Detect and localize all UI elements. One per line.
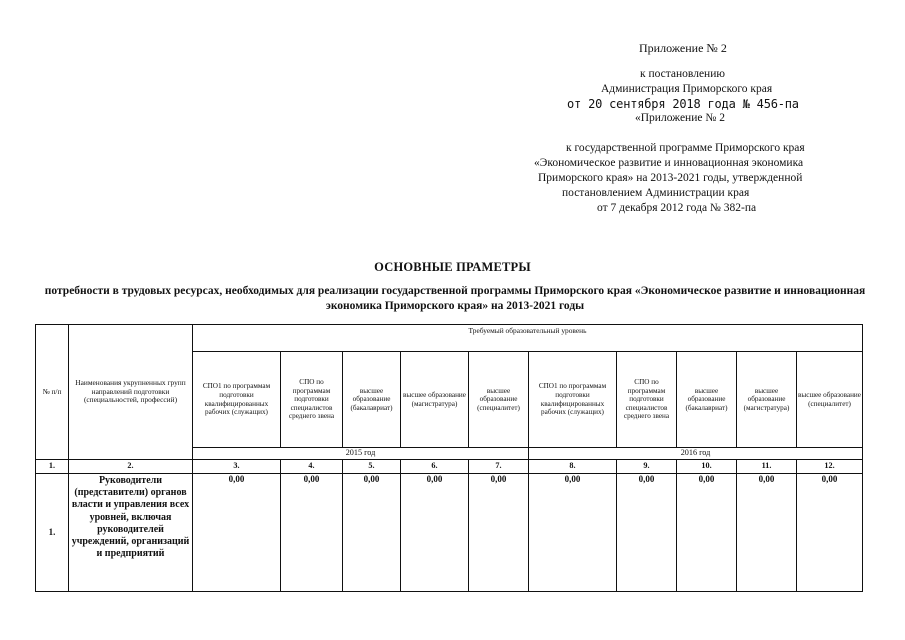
level-header: высшее образование (магистратура) [401,352,469,448]
row-name: Руководители (представители) органов власти и управления всех уровней, включая руководителей учреждений, организаций и предприятий [69,474,193,592]
column-number: 6. [401,460,469,474]
program-line: от 7 декабря 2012 года № 382-па [597,202,757,214]
decree-line: Администрация Приморского края [601,83,773,95]
decree-line: к постановлению [640,68,725,80]
level-header: СПО по программам подготовки специалистов среднего звена [281,352,343,448]
appendix-label: Приложение № 2 [639,41,727,55]
value-cell: 0,00 [281,474,343,592]
column-number: 5. [343,460,401,474]
column-number: 12. [797,460,863,474]
value-cell: 0,00 [401,474,469,592]
column-number: 11. [737,460,797,474]
row-number: 1. [36,474,69,592]
requirements-table [35,324,863,592]
level-header: СПО1 по программам подготовки квалифицированных рабочих (служащих) [529,352,617,448]
document-subtitle: потребности в трудовых ресурсах, необходимых для реализации государственной программы Приморского края «Экономическое развитие и инновационная экономика Приморского края» на 2013-2021 годы [44,285,866,312]
program-line: «Экономическое развитие и инновационная экономика [534,157,804,169]
column-number: 8. [529,460,617,474]
column-number: 4. [281,460,343,474]
level-header: высшее образование (специалитет) [469,352,529,448]
document-title: ОСНОВНЫЕ ПРАМЕТРЫ [374,260,531,274]
value-cell: 0,00 [797,474,863,592]
table-header-row [36,325,863,352]
column-number: 1. [36,460,69,474]
level-header: высшее образование (магистратура) [737,352,797,448]
column-number: 7. [469,460,529,474]
level-header: высшее образование (бакалавриат) [343,352,401,448]
column-number-row [36,460,863,474]
name-header: Наименования укрупненных групп направлений подготовки (специальностей, профессий) [69,325,193,460]
num-header: № п/п [36,325,69,460]
column-number: 10. [677,460,737,474]
value-cell: 0,00 [677,474,737,592]
table-row [36,474,863,592]
year-header: 2015 год [193,448,529,460]
value-cell: 0,00 [469,474,529,592]
value-cell: 0,00 [343,474,401,592]
program-line: постановлением Администрации края [562,187,750,199]
program-line: к государственной программе Приморского края [566,142,805,154]
column-number: 9. [617,460,677,474]
year-header: 2016 год [529,448,863,460]
level-header: высшее образование (бакалавриат) [677,352,737,448]
column-number: 3. [193,460,281,474]
column-number: 2. [69,460,193,474]
value-cell: 0,00 [529,474,617,592]
education-level-group-header: Требуемый образовательный уровень [193,325,863,352]
value-cell: 0,00 [617,474,677,592]
value-cell: 0,00 [193,474,281,592]
decree-date-number: от 20 сентября 2018 года № 456-па [567,97,799,111]
level-header: СПО1 по программам подготовки квалифицированных рабочих (служащих) [193,352,281,448]
program-line: Приморского края» на 2013-2021 годы, утвержденной [538,172,803,184]
decree-line: «Приложение № 2 [635,112,725,124]
value-cell: 0,00 [737,474,797,592]
level-header: высшее образование (специалитет) [797,352,863,448]
level-header: СПО по программам подготовки специалистов среднего звена [617,352,677,448]
